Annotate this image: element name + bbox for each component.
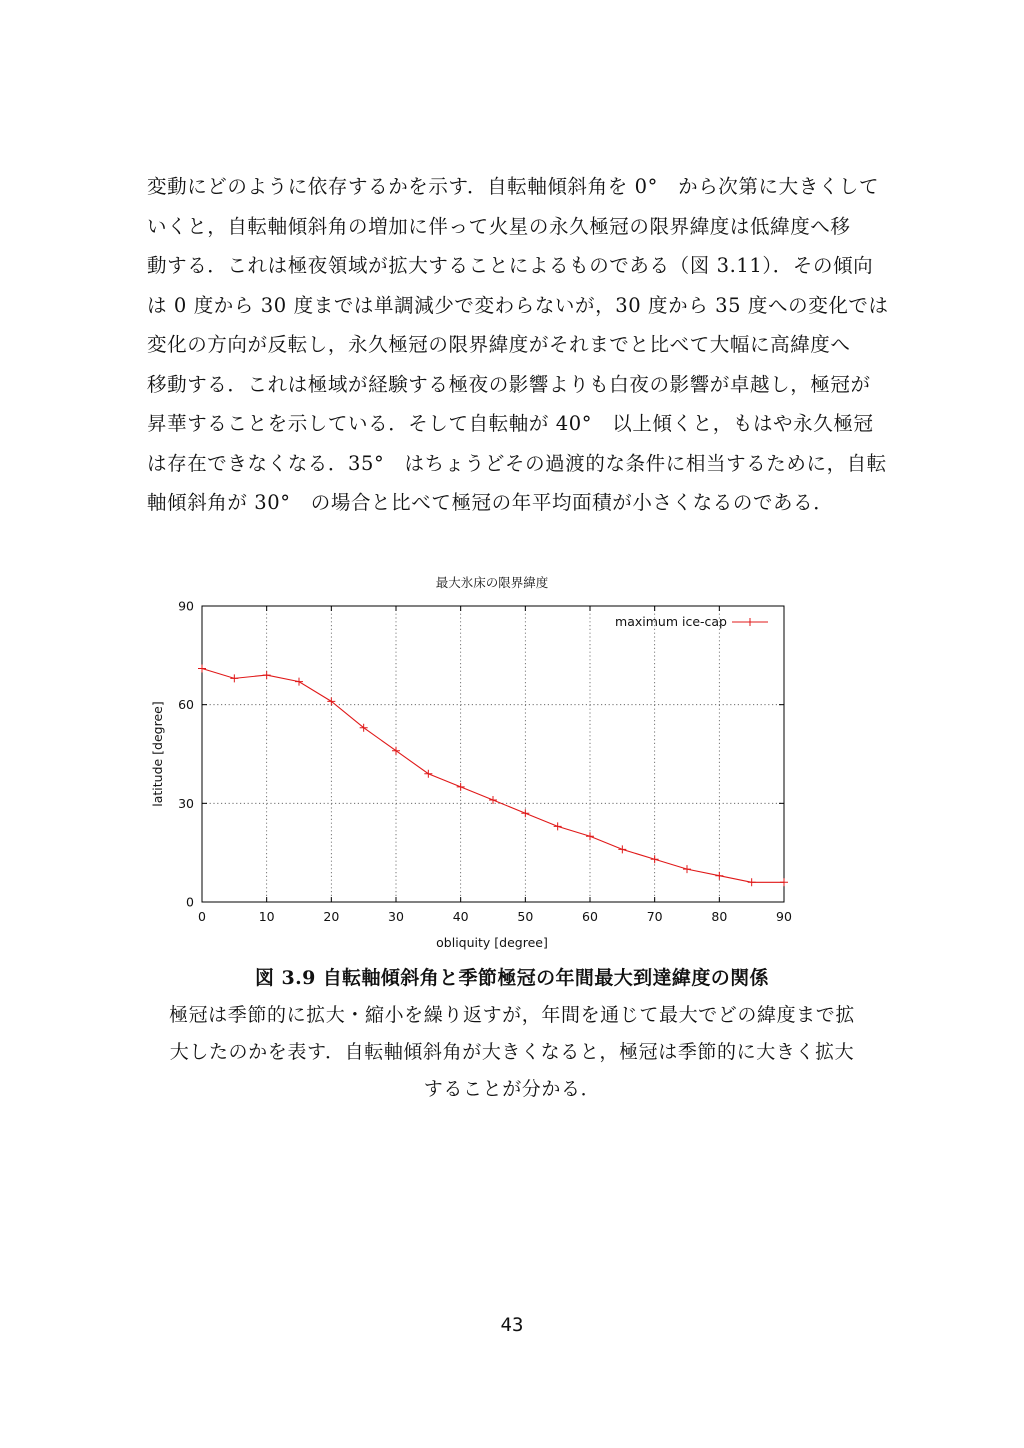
x-tick-label: 10	[258, 909, 275, 924]
paragraph-line: は存在できなくなる．35° はちょうどその過渡的な条件に相当するために，自転	[147, 451, 887, 475]
caption-line: 大したのかを表す．自転軸傾斜角が大きくなると，極冠は季節的に大きく拡大	[169, 1041, 855, 1063]
data-point-marker	[780, 878, 788, 886]
y-tick-label: 30	[178, 795, 194, 811]
paragraph-line: 昇華することを示している．そして自転軸が 40° 以上傾くと，もはや永久極冠	[147, 412, 874, 435]
data-point-marker	[715, 872, 723, 880]
data-point-marker	[651, 855, 659, 863]
line-chart	[140, 560, 820, 960]
data-point-marker	[198, 664, 206, 672]
x-axis-label: obliquity [degree]	[436, 935, 548, 950]
data-point-marker	[521, 809, 529, 817]
page-number: 43	[500, 1314, 524, 1336]
figure-caption-title: 図 3.9 自転軸傾斜角と季節極冠の年間最大到達緯度の関係	[255, 967, 769, 989]
legend-label: maximum ice-cap	[615, 614, 727, 629]
data-point-marker	[683, 865, 691, 873]
plot-frame	[202, 606, 784, 902]
series-line	[202, 668, 784, 882]
data-point-marker	[618, 845, 626, 853]
paragraph-line: 移動する．これは極域が経験する極夜の影響よりも白夜の影響が卓越し，極冠が	[147, 372, 871, 396]
legend	[615, 614, 768, 629]
x-tick-label: 20	[323, 909, 340, 924]
paragraph-line: 動する．これは極夜領域が拡大することによるものである（図 3.11）．その傾向	[147, 254, 874, 277]
paragraph-line: 変化の方向が反転し，永久極冠の限界緯度がそれまでと比べて大幅に高緯度へ	[147, 333, 851, 356]
y-axis-label: latitude [degree]	[150, 701, 165, 807]
axis-ticks	[178, 599, 792, 925]
grid-lines	[202, 606, 784, 902]
data-point-marker	[586, 832, 594, 840]
x-tick-label: 80	[711, 909, 728, 924]
figure	[140, 560, 820, 960]
caption-line: 極冠は季節的に拡大・縮小を繰り返すが，年間を通じて最大でどの緯度まで拡	[168, 1004, 855, 1026]
x-tick-label: 40	[452, 909, 469, 924]
series-layer	[198, 664, 788, 886]
data-point-marker	[424, 770, 432, 778]
legend-marker	[746, 618, 754, 626]
caption-line: することが分かる．	[423, 1078, 601, 1100]
paragraph-line: 軸傾斜角が 30° の場合と比べて極冠の年平均面積が小さくなるのである．	[147, 491, 834, 514]
y-tick-label: 60	[178, 697, 194, 713]
paragraph-line: 変動にどのように依存するかを示す．自転軸傾斜角を 0° から次第に大きくして	[147, 175, 880, 198]
y-tick-label: 90	[178, 598, 194, 614]
data-point-marker	[554, 822, 562, 830]
figure-caption-body	[147, 997, 877, 1108]
data-point-marker	[489, 796, 497, 804]
data-point-marker	[748, 878, 756, 886]
paragraph-line: は 0 度から 30 度までは単調減少で変わらないが，30 度から 35 度への変化では	[147, 293, 889, 317]
legend-marker-plus	[746, 618, 754, 626]
paragraph-line: いくと，自転軸傾斜角の増加に伴って火星の永久極冠の限界緯度は低緯度へ移	[147, 214, 851, 238]
x-tick-label: 50	[517, 909, 534, 924]
data-point-marker	[295, 678, 303, 686]
y-tick-label: 0	[186, 894, 194, 910]
x-tick-label: 90	[776, 909, 792, 924]
x-tick-label: 70	[646, 909, 663, 924]
x-tick-label: 30	[388, 909, 404, 924]
body-paragraph	[147, 167, 887, 523]
data-point-marker	[392, 747, 400, 755]
x-tick-label: 60	[582, 909, 598, 924]
data-point-marker	[457, 783, 465, 791]
x-tick-label: 0	[198, 909, 206, 924]
data-point-marker	[263, 671, 271, 679]
chart-title: 最大氷床の限界緯度	[435, 575, 549, 590]
data-point-marker	[230, 674, 238, 682]
